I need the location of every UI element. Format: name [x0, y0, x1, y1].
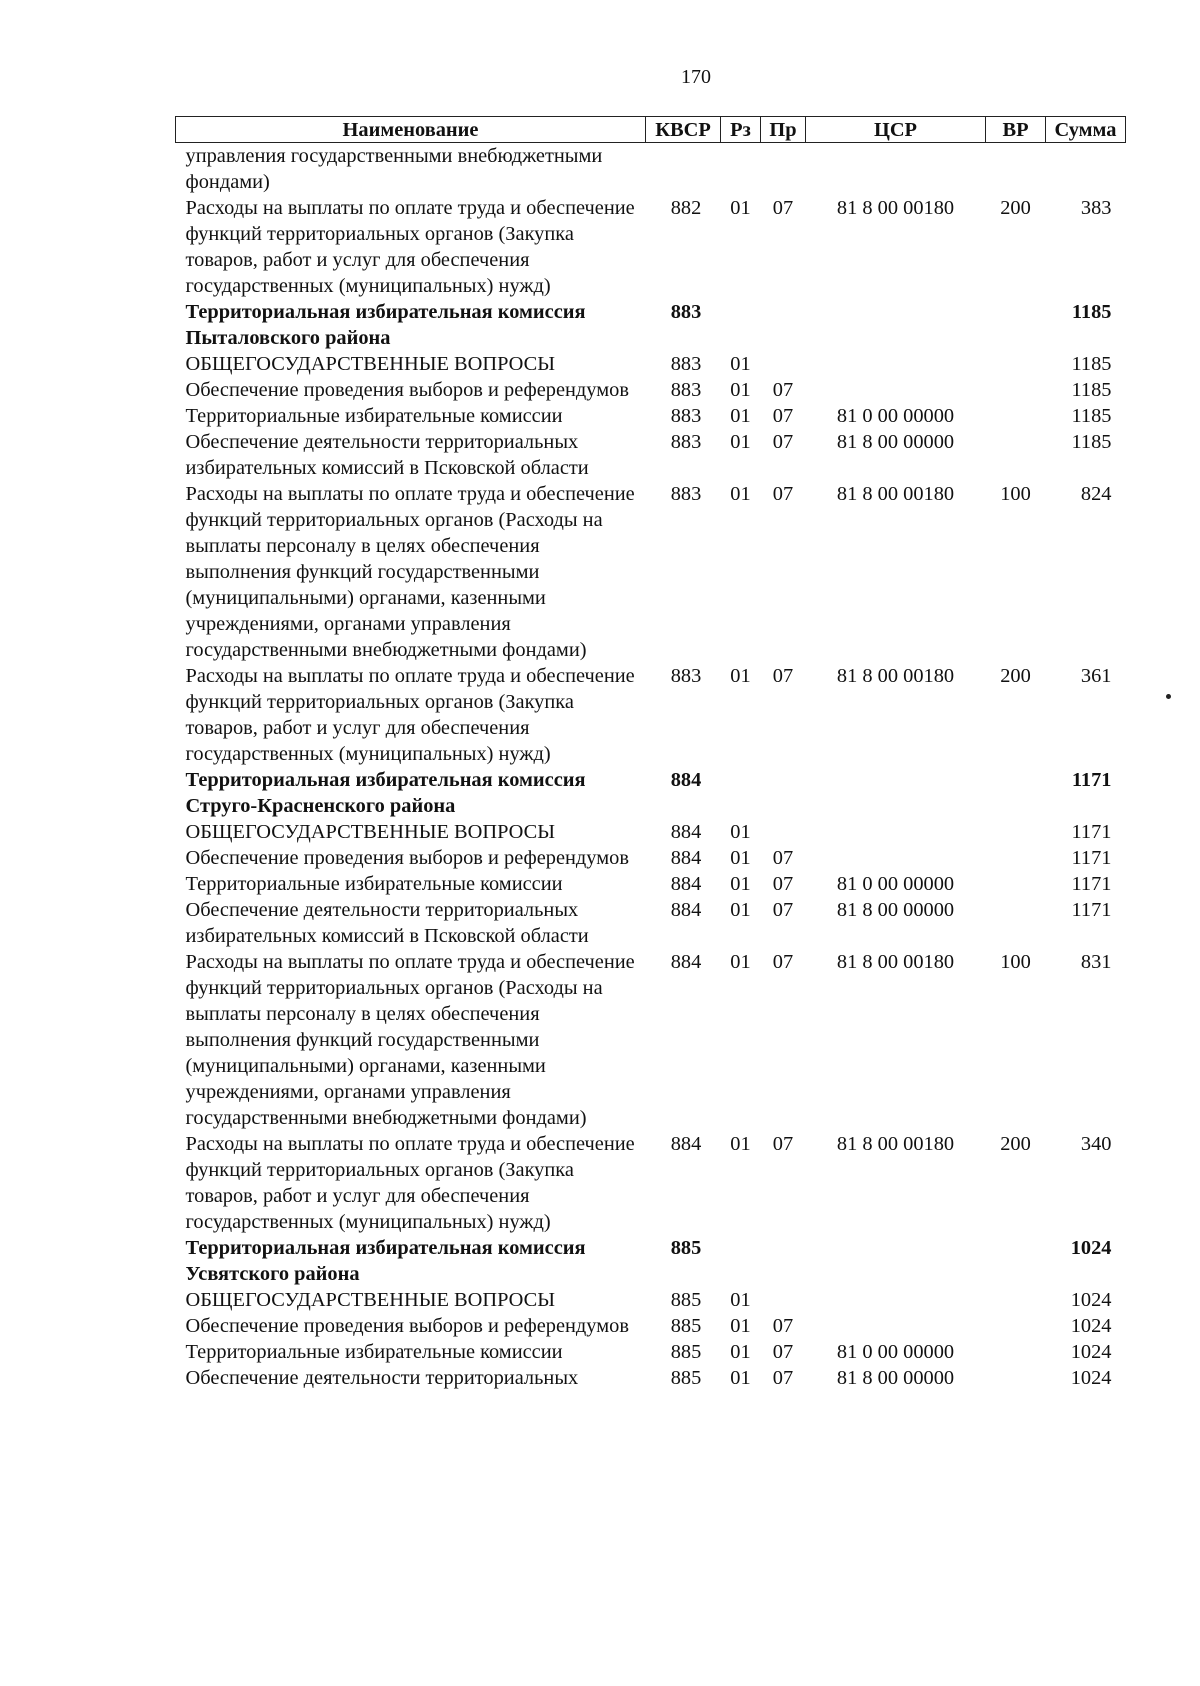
- budget-table: [175, 116, 1126, 1391]
- cell-pr: 07: [772, 1367, 794, 1389]
- cell-vr: [986, 403, 1046, 429]
- cell-csr: 81 8 00 00000: [836, 431, 955, 453]
- cell-pr: 07: [772, 847, 794, 869]
- cell-vr: [986, 377, 1046, 403]
- cell-kvsr: 884: [670, 873, 702, 895]
- cell-sum: 1171: [1071, 769, 1112, 791]
- cell-rz: 01: [730, 899, 751, 921]
- cell-sum: 1024: [1070, 1237, 1112, 1259]
- cell-kvsr: 884: [670, 951, 702, 973]
- cell-vr: [986, 351, 1046, 377]
- cell-csr: [806, 1235, 986, 1287]
- table-row: [176, 403, 1126, 429]
- cell-sum: 1171: [1071, 873, 1112, 895]
- cell-pr: 07: [772, 899, 794, 921]
- cell-name: Расходы на выплаты по оплате труда и обеспечение функций территориальных органов (Закупка товаров, работ и услуг для обеспечения государственных (муниципальных) нужд): [185, 1133, 635, 1233]
- table-row: [176, 767, 1126, 819]
- cell-kvsr: 885: [670, 1315, 702, 1337]
- cell-name: Обеспечение проведения выборов и референдумов: [185, 1315, 629, 1337]
- cell-pr: 07: [772, 873, 794, 895]
- cell-vr: 100: [1000, 951, 1031, 973]
- cell-rz: 01: [730, 821, 751, 843]
- cell-pr: 07: [772, 1315, 794, 1337]
- cell-csr: [806, 819, 986, 845]
- cell-csr: 81 8 00 00180: [836, 951, 955, 973]
- header-name: Наименование: [176, 117, 646, 143]
- cell-rz: 01: [730, 1289, 751, 1311]
- cell-sum: 1024: [1070, 1289, 1112, 1311]
- cell-kvsr: 884: [670, 899, 702, 921]
- cell-csr: 81 8 00 00180: [836, 1133, 955, 1155]
- page-number: 170: [681, 66, 711, 88]
- cell-sum: 1171: [1071, 821, 1112, 843]
- cell-kvsr: 884: [670, 847, 702, 869]
- cell-vr: 200: [1000, 197, 1031, 219]
- cell-sum: 1024: [1070, 1367, 1112, 1389]
- table-row: [176, 1339, 1126, 1365]
- cell-name: Территориальная избирательная комиссия Струго-Красненского района: [185, 769, 586, 817]
- table-row: [176, 1365, 1126, 1391]
- table-row: [176, 299, 1126, 351]
- cell-csr: 81 0 00 00000: [836, 405, 955, 427]
- cell-rz: 01: [730, 405, 751, 427]
- cell-kvsr: 883: [670, 665, 702, 687]
- cell-vr: 200: [1000, 1133, 1031, 1155]
- cell-csr: 81 8 00 00180: [836, 665, 955, 687]
- cell-pr: 07: [772, 1341, 794, 1363]
- cell-sum: 1024: [1070, 1315, 1112, 1337]
- cell-kvsr: 883: [670, 483, 702, 505]
- cell-csr: [806, 845, 986, 871]
- cell-name: ОБЩЕГОСУДАРСТВЕННЫЕ ВОПРОСЫ: [185, 353, 556, 375]
- cell-csr: 81 8 00 00000: [836, 1367, 955, 1389]
- header-sum: Сумма: [1046, 117, 1126, 143]
- table-row: [176, 429, 1126, 481]
- cell-vr: [986, 767, 1046, 819]
- cell-kvsr: 884: [670, 769, 702, 791]
- table-row: [176, 871, 1126, 897]
- table-row: [176, 819, 1126, 845]
- cell-sum: 383: [1080, 197, 1112, 219]
- cell-pr: 07: [772, 431, 794, 453]
- cell-sum: 1024: [1070, 1341, 1112, 1363]
- cell-sum: 1185: [1071, 405, 1112, 427]
- cell-name: Территориальная избирательная комиссия Усвятского района: [185, 1237, 586, 1285]
- table-row: [176, 377, 1126, 403]
- cell-rz: [721, 299, 761, 351]
- header-pr: Пр: [761, 117, 806, 143]
- cell-name: Обеспечение деятельности территориальных избирательных комиссий в Псковской области: [185, 431, 589, 479]
- cell-name: Расходы на выплаты по оплате труда и обеспечение функций территориальных органов (Расходы на выплаты персоналу в целях обеспечения выполнения функций государственными (муниципальными) органами, казенными учреждениями, органами управления государственными внебюджетными фондами): [185, 483, 635, 661]
- cell-csr: [806, 767, 986, 819]
- table-row: [176, 949, 1126, 1131]
- cell-pr: [761, 819, 806, 845]
- cell-vr: [986, 299, 1046, 351]
- table-body: [176, 143, 1126, 1392]
- header-rz: Рз: [721, 117, 761, 143]
- cell-rz: 01: [730, 431, 751, 453]
- cell-pr: 07: [772, 1133, 794, 1155]
- cell-name: Обеспечение деятельности территориальных: [185, 1367, 579, 1389]
- cell-sum: 831: [1080, 951, 1112, 973]
- cell-vr: [986, 1365, 1046, 1391]
- cell-rz: 01: [730, 1315, 751, 1337]
- table-row: [176, 1287, 1126, 1313]
- cell-vr: [986, 1313, 1046, 1339]
- table-row: [176, 845, 1126, 871]
- cell-csr: 81 8 00 00180: [836, 483, 955, 505]
- cell-rz: 01: [730, 197, 751, 219]
- cell-csr: [806, 143, 986, 196]
- cell-kvsr: 883: [670, 431, 702, 453]
- cell-name: Территориальные избирательные комиссии: [185, 873, 563, 895]
- header-vr: ВР: [986, 117, 1046, 143]
- cell-rz: 01: [730, 379, 751, 401]
- cell-vr: [986, 1235, 1046, 1287]
- cell-vr: [986, 819, 1046, 845]
- cell-kvsr: 883: [670, 379, 702, 401]
- cell-csr: [806, 1313, 986, 1339]
- cell-sum: 824: [1080, 483, 1112, 505]
- cell-name: Расходы на выплаты по оплате труда и обеспечение функций территориальных органов (Закупка товаров, работ и услуг для обеспечения государственных (муниципальных) нужд): [185, 197, 635, 297]
- cell-sum: 1185: [1071, 353, 1112, 375]
- cell-csr: [806, 299, 986, 351]
- cell-vr: [986, 845, 1046, 871]
- cell-pr: 07: [772, 197, 794, 219]
- cell-name: Расходы на выплаты по оплате труда и обеспечение функций территориальных органов (Закупка товаров, работ и услуг для обеспечения государственных (муниципальных) нужд): [185, 665, 635, 765]
- cell-csr: [806, 351, 986, 377]
- cell-vr: [986, 897, 1046, 949]
- cell-rz: 01: [730, 665, 751, 687]
- cell-pr: [761, 767, 806, 819]
- cell-kvsr: 882: [670, 197, 702, 219]
- cell-sum: 1171: [1071, 899, 1112, 921]
- cell-pr: [761, 143, 806, 196]
- cell-kvsr: 883: [670, 301, 702, 323]
- cell-rz: [721, 1235, 761, 1287]
- cell-name: управления государственными внебюджетными фондами): [185, 145, 603, 193]
- cell-pr: 07: [772, 405, 794, 427]
- cell-kvsr: 883: [670, 405, 702, 427]
- cell-vr: [986, 1287, 1046, 1313]
- cell-pr: 07: [772, 379, 794, 401]
- cell-rz: 01: [730, 483, 751, 505]
- cell-rz: 01: [730, 1367, 751, 1389]
- cell-name: Территориальные избирательные комиссии: [185, 1341, 563, 1363]
- cell-csr: 81 0 00 00000: [836, 873, 955, 895]
- cell-name: Территориальные избирательные комиссии: [185, 405, 563, 427]
- cell-rz: 01: [730, 873, 751, 895]
- cell-rz: [721, 143, 761, 196]
- cell-csr: 81 8 00 00000: [836, 899, 955, 921]
- cell-sum: 361: [1080, 665, 1112, 687]
- cell-pr: 07: [772, 665, 794, 687]
- cell-sum: 1171: [1071, 847, 1112, 869]
- cell-name: Обеспечение проведения выборов и референдумов: [185, 379, 629, 401]
- cell-sum: [1046, 143, 1126, 196]
- cell-vr: [986, 429, 1046, 481]
- cell-pr: 07: [772, 483, 794, 505]
- cell-rz: 01: [730, 847, 751, 869]
- cell-kvsr: 885: [670, 1289, 702, 1311]
- table-row: [176, 1313, 1126, 1339]
- cell-vr: 200: [1000, 665, 1031, 687]
- cell-name: Расходы на выплаты по оплате труда и обеспечение функций территориальных органов (Расходы на выплаты персоналу в целях обеспечения выполнения функций государственными (муниципальными) органами, казенными учреждениями, органами управления государственными внебюджетными фондами): [185, 951, 635, 1129]
- table-row: [176, 481, 1126, 663]
- table-row: [176, 1235, 1126, 1287]
- cell-csr: [806, 1287, 986, 1313]
- cell-name: Обеспечение проведения выборов и референдумов: [185, 847, 629, 869]
- cell-rz: 01: [730, 353, 751, 375]
- header-kvsr: КВСР: [646, 117, 721, 143]
- table-header-row: [176, 117, 1126, 143]
- cell-pr: [761, 299, 806, 351]
- cell-pr: [761, 351, 806, 377]
- cell-kvsr: 885: [670, 1237, 702, 1259]
- table-row: [176, 195, 1126, 299]
- cell-sum: 1185: [1071, 379, 1112, 401]
- cell-csr: [806, 377, 986, 403]
- margin-dot: [1166, 694, 1171, 699]
- cell-pr: [761, 1287, 806, 1313]
- table-row: [176, 351, 1126, 377]
- cell-sum: 1185: [1071, 431, 1112, 453]
- header-csr: ЦСР: [806, 117, 986, 143]
- cell-kvsr: 885: [670, 1341, 702, 1363]
- cell-rz: 01: [730, 1133, 751, 1155]
- cell-vr: [986, 871, 1046, 897]
- cell-name: ОБЩЕГОСУДАРСТВЕННЫЕ ВОПРОСЫ: [185, 821, 556, 843]
- cell-vr: [986, 143, 1046, 196]
- cell-name: Территориальная избирательная комиссия Пыталовского района: [185, 301, 586, 349]
- cell-name: ОБЩЕГОСУДАРСТВЕННЫЕ ВОПРОСЫ: [185, 1289, 556, 1311]
- cell-vr: [986, 1339, 1046, 1365]
- cell-pr: 07: [772, 951, 794, 973]
- cell-csr: 81 0 00 00000: [836, 1341, 955, 1363]
- cell-kvsr: 885: [670, 1367, 702, 1389]
- cell-rz: [721, 767, 761, 819]
- cell-kvsr: 884: [670, 821, 702, 843]
- cell-pr: [761, 1235, 806, 1287]
- table-row: [176, 663, 1126, 767]
- cell-sum: 340: [1080, 1133, 1112, 1155]
- cell-kvsr: 884: [670, 1133, 702, 1155]
- cell-kvsr: [646, 143, 721, 196]
- table-row: [176, 143, 1126, 196]
- cell-kvsr: 883: [670, 353, 702, 375]
- table-row: [176, 1131, 1126, 1235]
- cell-sum: 1185: [1071, 301, 1112, 323]
- cell-name: Обеспечение деятельности территориальных избирательных комиссий в Псковской области: [185, 899, 589, 947]
- cell-vr: 100: [1000, 483, 1031, 505]
- table-row: [176, 897, 1126, 949]
- cell-rz: 01: [730, 1341, 751, 1363]
- cell-rz: 01: [730, 951, 751, 973]
- cell-csr: 81 8 00 00180: [836, 197, 955, 219]
